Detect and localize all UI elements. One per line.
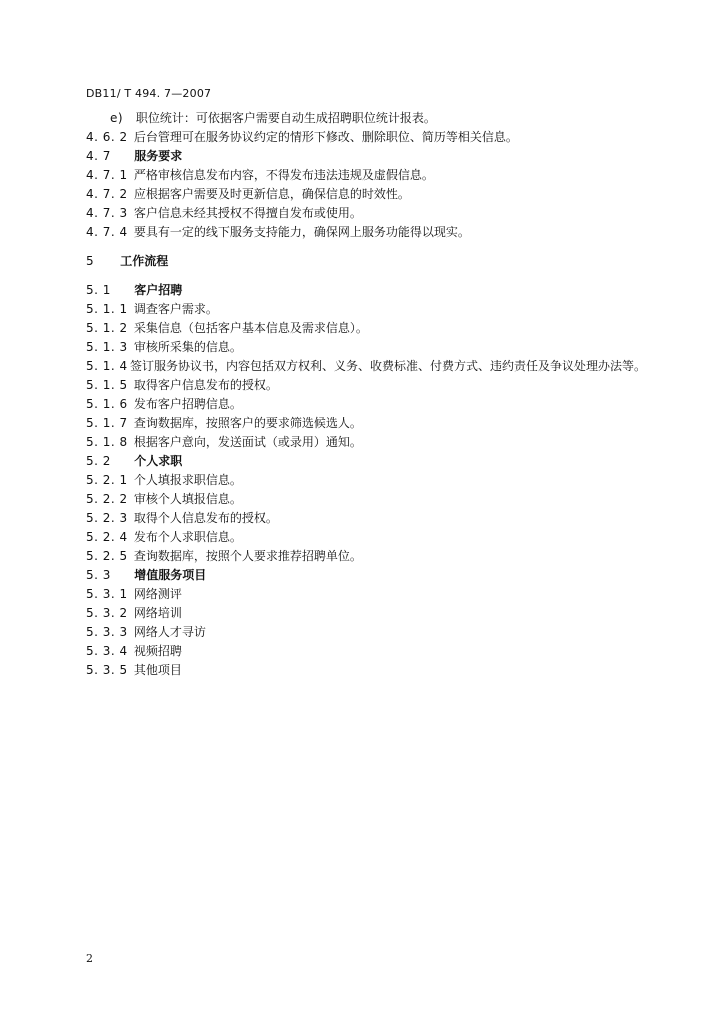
clause [86,642,666,661]
chapter-heading [86,252,666,271]
section-title: 客户招聘 [134,283,183,297]
page-number: 2 [86,952,93,965]
clause-number: 5. 1. 7 [86,416,128,430]
clause-text: 网络测评 [133,587,182,601]
document-code-header: DB11/ T 494. 7—2007 [86,87,212,100]
clause-number: 5. 3. 5 [86,663,128,677]
clause-number: 5. 2. 2 [86,492,128,506]
clause [86,357,666,376]
clause-number: 5. 1. 5 [86,378,128,392]
clause-number: 4. 7. 4 [86,225,128,239]
section-title: 个人求职 [134,454,183,468]
clause-text: 发布个人求职信息。 [133,530,242,544]
clause [86,490,666,509]
clause-number: 4. 7. 2 [86,187,128,201]
clause-text: 签订服务协议书，内容包括双方权利、义务、收费标准、付费方式、违约责任及争议处理办法等。 [130,359,647,373]
document-body [86,109,666,680]
clause [86,547,666,566]
clause-number: 5. 2. 4 [86,530,128,544]
chapter-number: 5 [86,254,95,268]
clause-text: 查询数据库，按照个人要求推荐招聘单位。 [133,549,362,563]
clause [86,185,666,204]
section-heading [86,566,666,585]
section-heading [86,281,666,300]
clause-text: 网络培训 [133,606,182,620]
clause-number: 4. 7. 3 [86,206,128,220]
clause-number: 5. 1. 6 [86,397,128,411]
clause-text: 取得客户信息发布的授权。 [133,378,278,392]
clause [86,414,666,433]
clause-number: 5. 1. 2 [86,321,128,335]
clause-number: 5. 1. 4 [86,359,128,373]
clause-text: 查询数据库，按照客户的要求筛选候选人。 [133,416,362,430]
clause-text: 采集信息（包括客户基本信息及需求信息）。 [133,321,368,335]
clause-text: 根据客户意向，发送面试（或录用）通知。 [133,435,362,449]
clause [86,223,666,242]
clause-text: 发布客户招聘信息。 [133,397,242,411]
clause-number: 4. 6. 2 [86,130,128,144]
clause-text: 客户信息未经其授权不得擅自发布或使用。 [133,206,362,220]
clause-number: 5. 1. 8 [86,435,128,449]
clause [86,204,666,223]
clause-number: 5. 3. 1 [86,587,128,601]
clause-text: 调查客户需求。 [133,302,218,316]
clause-text: 应根据客户需要及时更新信息，确保信息的时效性。 [133,187,410,201]
section-number: 5. 2 [86,454,111,468]
section-heading [86,147,666,166]
clause [86,661,666,680]
clause [86,509,666,528]
clause-number: 5. 2. 5 [86,549,128,563]
section-number: 5. 1 [86,283,111,297]
clause [86,319,666,338]
spacer [86,242,666,252]
clause [86,300,666,319]
clause [86,604,666,623]
clause-text: 其他项目 [133,663,182,677]
clause-text: 审核所采集的信息。 [133,340,242,354]
clause [86,395,666,414]
clause-number: 5. 3. 2 [86,606,128,620]
clause-number: 4. 7. 1 [86,168,128,182]
clause-number: 5. 2. 1 [86,473,128,487]
item-text: 职位统计：可依据客户需要自动生成招聘职位统计报表。 [135,111,436,125]
spacer [86,271,666,281]
clause-number: 5. 2. 3 [86,511,128,525]
clause-text: 审核个人填报信息。 [133,492,242,506]
section-title: 服务要求 [134,149,183,163]
clause [86,166,666,185]
clause-text: 网络人才寻访 [133,625,206,639]
clause [86,528,666,547]
item-number: e) [110,111,124,125]
clause-text: 取得个人信息发布的授权。 [133,511,278,525]
clause-text: 要具有一定的线下服务支持能力，确保网上服务功能得以现实。 [133,225,470,239]
clause [86,471,666,490]
clause-number: 5. 1. 3 [86,340,128,354]
list-item [86,109,666,128]
clause-text: 后台管理可在服务协议约定的情形下修改、删除职位、简历等相关信息。 [133,130,518,144]
clause [86,623,666,642]
section-heading [86,452,666,471]
clause-text: 个人填报求职信息。 [133,473,242,487]
clause [86,376,666,395]
clause-text: 严格审核信息发布内容，不得发布违法违规及虚假信息。 [133,168,434,182]
clause-number: 5. 1. 1 [86,302,128,316]
clause-number: 5. 3. 4 [86,644,128,658]
clause [86,433,666,452]
clause [86,128,666,147]
clause-number: 5. 3. 3 [86,625,128,639]
clause-text: 视频招聘 [133,644,182,658]
section-number: 5. 3 [86,568,111,582]
clause [86,338,666,357]
clause [86,585,666,604]
section-title: 增值服务项目 [134,568,207,582]
section-number: 4. 7 [86,149,111,163]
chapter-title: 工作流程 [120,254,169,268]
